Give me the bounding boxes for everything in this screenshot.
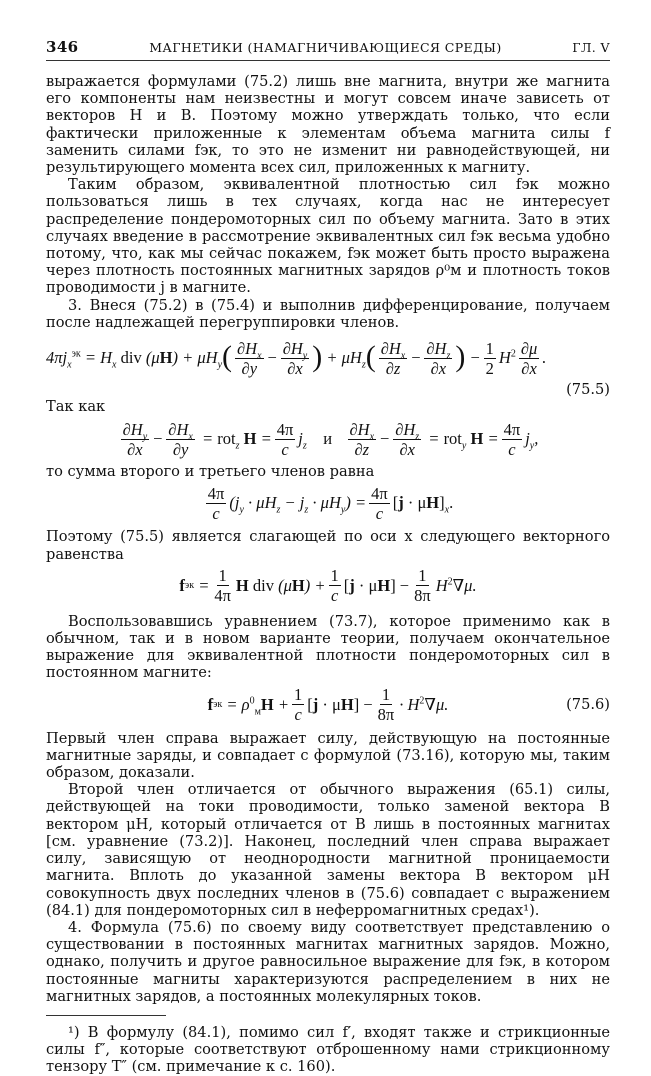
paragraph-6: Поэтому (75.5) является слагающей по оси x следующего векторного равенства — [46, 528, 610, 563]
equation-vector: f эк = $\frac{1}{4\pi}$ H div (μH) + $\frac{1}{c}$ [j · μH] − $\frac{1}{8\pi}$ $H^2\nabla\mu$. — [179, 566, 477, 606]
footnote-1: ¹) В формулу (84.1), помимо сил f′, входят также и стрикционные силы f″, которые соответствуют отброшенному нами стрикционному тензору T″ (см. примечание к с. 160). — [46, 1023, 610, 1076]
equation-75-5-block — [46, 335, 610, 398]
equation-label-75-6: (75.6) — [566, 696, 610, 714]
paragraph-8: Первый член справа выражает силу, действующую на постоянные магнитные заряды, и совпадает с формулой (73.16), которую мы, таким образом, доказали. — [46, 729, 610, 782]
footnote-divider — [46, 1015, 166, 1016]
running-header — [46, 38, 610, 61]
chapter-title: МАГНЕТИКИ (НАМАГНИЧИВАЮЩИЕСЯ СРЕДЫ) — [149, 40, 502, 55]
chapter-ref: ГЛ. V — [572, 40, 610, 55]
equation-75-5: $4\pi j_x^{эк} = H_x$ div $(\mu H) + \mu H_y$ ( $\frac{\partial H_x}{\partial y}$ − $\frac{\partial H_y}{\partial x}$ ) + $\mu H_z$ ( $\frac{\partial H_x}{\partial z}$ − $\frac{\partial H_z}{\partial x}$ ) − $\frac{1}{2}$ $H^2$ $\frac{\partial\mu}{\partial x}$ . — [46, 338, 547, 378]
paragraph-10: 4. Формула (75.6) по своему виду соответствует представлению о существовании в постоянных магнитах магнитных зарядов. Можно, однако, получить и другое равносильное выражение для fэк, в котором постоянные магниты характеризуются распределением в них не магнитных зарядов, а постоянных молекулярных токов. — [46, 918, 610, 1005]
paragraph-2: Таким образом, эквивалентной плотностью сил fэк можно пользоваться лишь в тех случаях, когда нас не интересует распределение пондеромоторных сил по объему магнита. Зато в этих случаях введение в рассмотрение эквивалентных сил fэк весьма удобно потому, что, как мы сейчас покажем, fэк может быть просто выражена через плотность постоянных магнитных зарядов ρ⁰м и плотность токов проводимости j в магните. — [46, 176, 610, 297]
paragraph-4: Так как — [46, 398, 106, 416]
equation-sum: $\frac{4\pi}{c}$ $(j_y \cdot \mu H_z - j_z \cdot \mu H_y)$ = $\frac{4\pi}{c}$ $[j \cdot \mu H]_x$. — [207, 483, 454, 523]
body-text — [46, 73, 610, 331]
equation-rot: $\frac{\partial H_y}{\partial x}$ − $\frac{\partial H_x}{\partial y}$ = rot$_z$ H = $\frac{4\pi}{c}$ $j_z$ и $\frac{\partial H_x}{\partial z}$ − $\frac{\partial H_z}{\partial x}$ = rot$_y$ H = $\frac{4\pi}{c}$ $j_y$, — [122, 419, 539, 459]
paragraph-5: то сумма второго и третьего членов равна — [46, 463, 375, 481]
paragraph-3: 3. Внеся (75.2) в (75.4) и выполнив дифференцирование, получаем после надлежащей перегруппировки членов. — [46, 296, 610, 331]
equation-75-6: f эк = $\rho^0_мH$ + $\frac{1}{c}$ [j · μH] − $\frac{1}{8\pi}$ · $H^2\nabla\mu$. (75.6) — [207, 685, 610, 725]
paragraph-7: Воспользовавшись уравнением (73.7), которое применимо как в обычном, так и в новом варианте теории, получаем окончательное выражение для эквивалентной плотности пондеромоторных сил в постоянном магните: — [46, 612, 610, 682]
book-page — [46, 38, 610, 1076]
paragraph-1: выражается формулами (75.2) лишь вне магнита, внутри же магнита его компоненты нам неизвестны и могут совсем иначе зависеть от векторов H и B. Поэтому можно утверждать только, что если фактически приложенные к элементам объема магнита силы f заменить силами fэк, то это не изменит ни равнодействующей, ни результирующего момента всех сил, приложенных к магниту. — [46, 73, 610, 177]
equation-label-75-5: (75.5) — [566, 381, 610, 399]
paragraph-9: Второй член отличается от обычного выражения (65.1) силы, действующей на токи проводимости, только заменой вектора B вектором μH, который отличается от B лишь в постоянных магнитах [см. уравнение (73.2)]. Наконец, последний член справа выражает силу, зависящую от неоднородности магнитной проницаемости магнита. Вплоть до указанной замены вектора B вектором μH совокупность двух последних членов в (75.6) совпадает с выражением (84.1) для пондеромоторных сил в неферромагнитных средах¹). — [46, 781, 610, 919]
page-number: 346 — [46, 38, 79, 56]
